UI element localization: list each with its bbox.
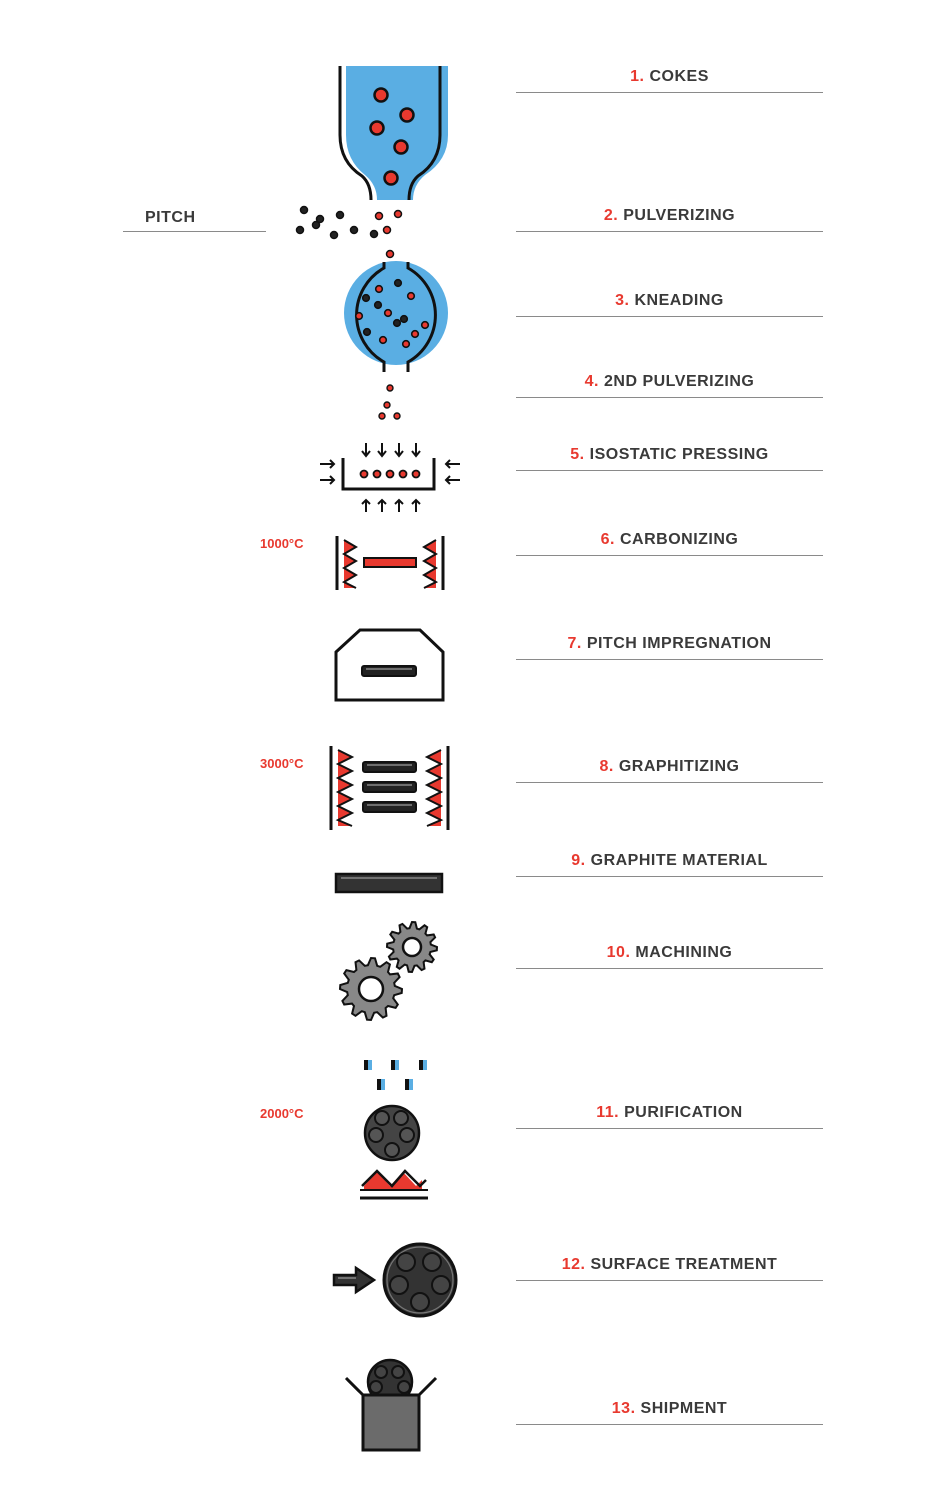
furnace-icon	[337, 536, 443, 590]
step-label: SURFACE TREATMENT	[590, 1256, 778, 1273]
step-number: 2.	[603, 207, 619, 224]
step-label: GRAPHITIZING	[618, 758, 740, 775]
step-label: GRAPHITE MATERIAL	[590, 852, 768, 869]
carbonizing-temperature: 1000°C	[260, 536, 304, 551]
step-label: MACHINING	[635, 944, 733, 961]
step-number: 4.	[584, 373, 599, 390]
step-number: 5.	[570, 446, 585, 463]
step-number: 12.	[561, 1256, 586, 1273]
fine-particles-icon	[379, 385, 400, 419]
purification-temperature: 2000°C	[260, 1106, 304, 1121]
step-number: 10.	[606, 944, 631, 961]
graphitizing-temperature: 3000°C	[260, 756, 304, 771]
graphitizing-furnace-icon	[331, 746, 448, 830]
step-number: 8.	[599, 758, 614, 775]
step-label: PITCH IMPREGNATION	[586, 635, 772, 652]
graphite-block-icon	[336, 874, 442, 892]
step-number: 13.	[611, 1400, 636, 1417]
gear-hole-icon	[359, 977, 383, 1001]
step-number: 11.	[596, 1104, 620, 1121]
kneader-icon	[344, 261, 448, 372]
step-label: ISOSTATIC PRESSING	[589, 446, 769, 463]
gear-hole-icon	[403, 938, 421, 956]
pitch-label-text: PITCH	[145, 209, 196, 226]
step-label: COKES	[649, 68, 709, 85]
gears-icon	[340, 922, 437, 1020]
step-number: 3.	[615, 292, 630, 309]
press-icon	[320, 443, 460, 512]
step-label: CARBONIZING	[619, 531, 739, 548]
surface-treatment-icon	[334, 1244, 456, 1316]
shipment-box-icon	[346, 1360, 436, 1450]
purification-icon	[360, 1060, 428, 1198]
step-number: 9.	[571, 852, 586, 869]
hopper-icon	[340, 66, 448, 200]
step-number: 6.	[600, 531, 615, 548]
impregnation-vessel-icon	[336, 630, 443, 700]
step-label: KNEADING	[634, 292, 724, 309]
step-label: PULVERIZING	[623, 207, 736, 224]
step-number: 7.	[567, 635, 582, 652]
step-number: 1.	[630, 68, 645, 85]
step-label: SHIPMENT	[640, 1400, 728, 1417]
step-label: PURIFICATION	[624, 1104, 743, 1121]
particles-icon	[297, 207, 402, 258]
step-label: 2ND PULVERIZING	[604, 373, 755, 390]
